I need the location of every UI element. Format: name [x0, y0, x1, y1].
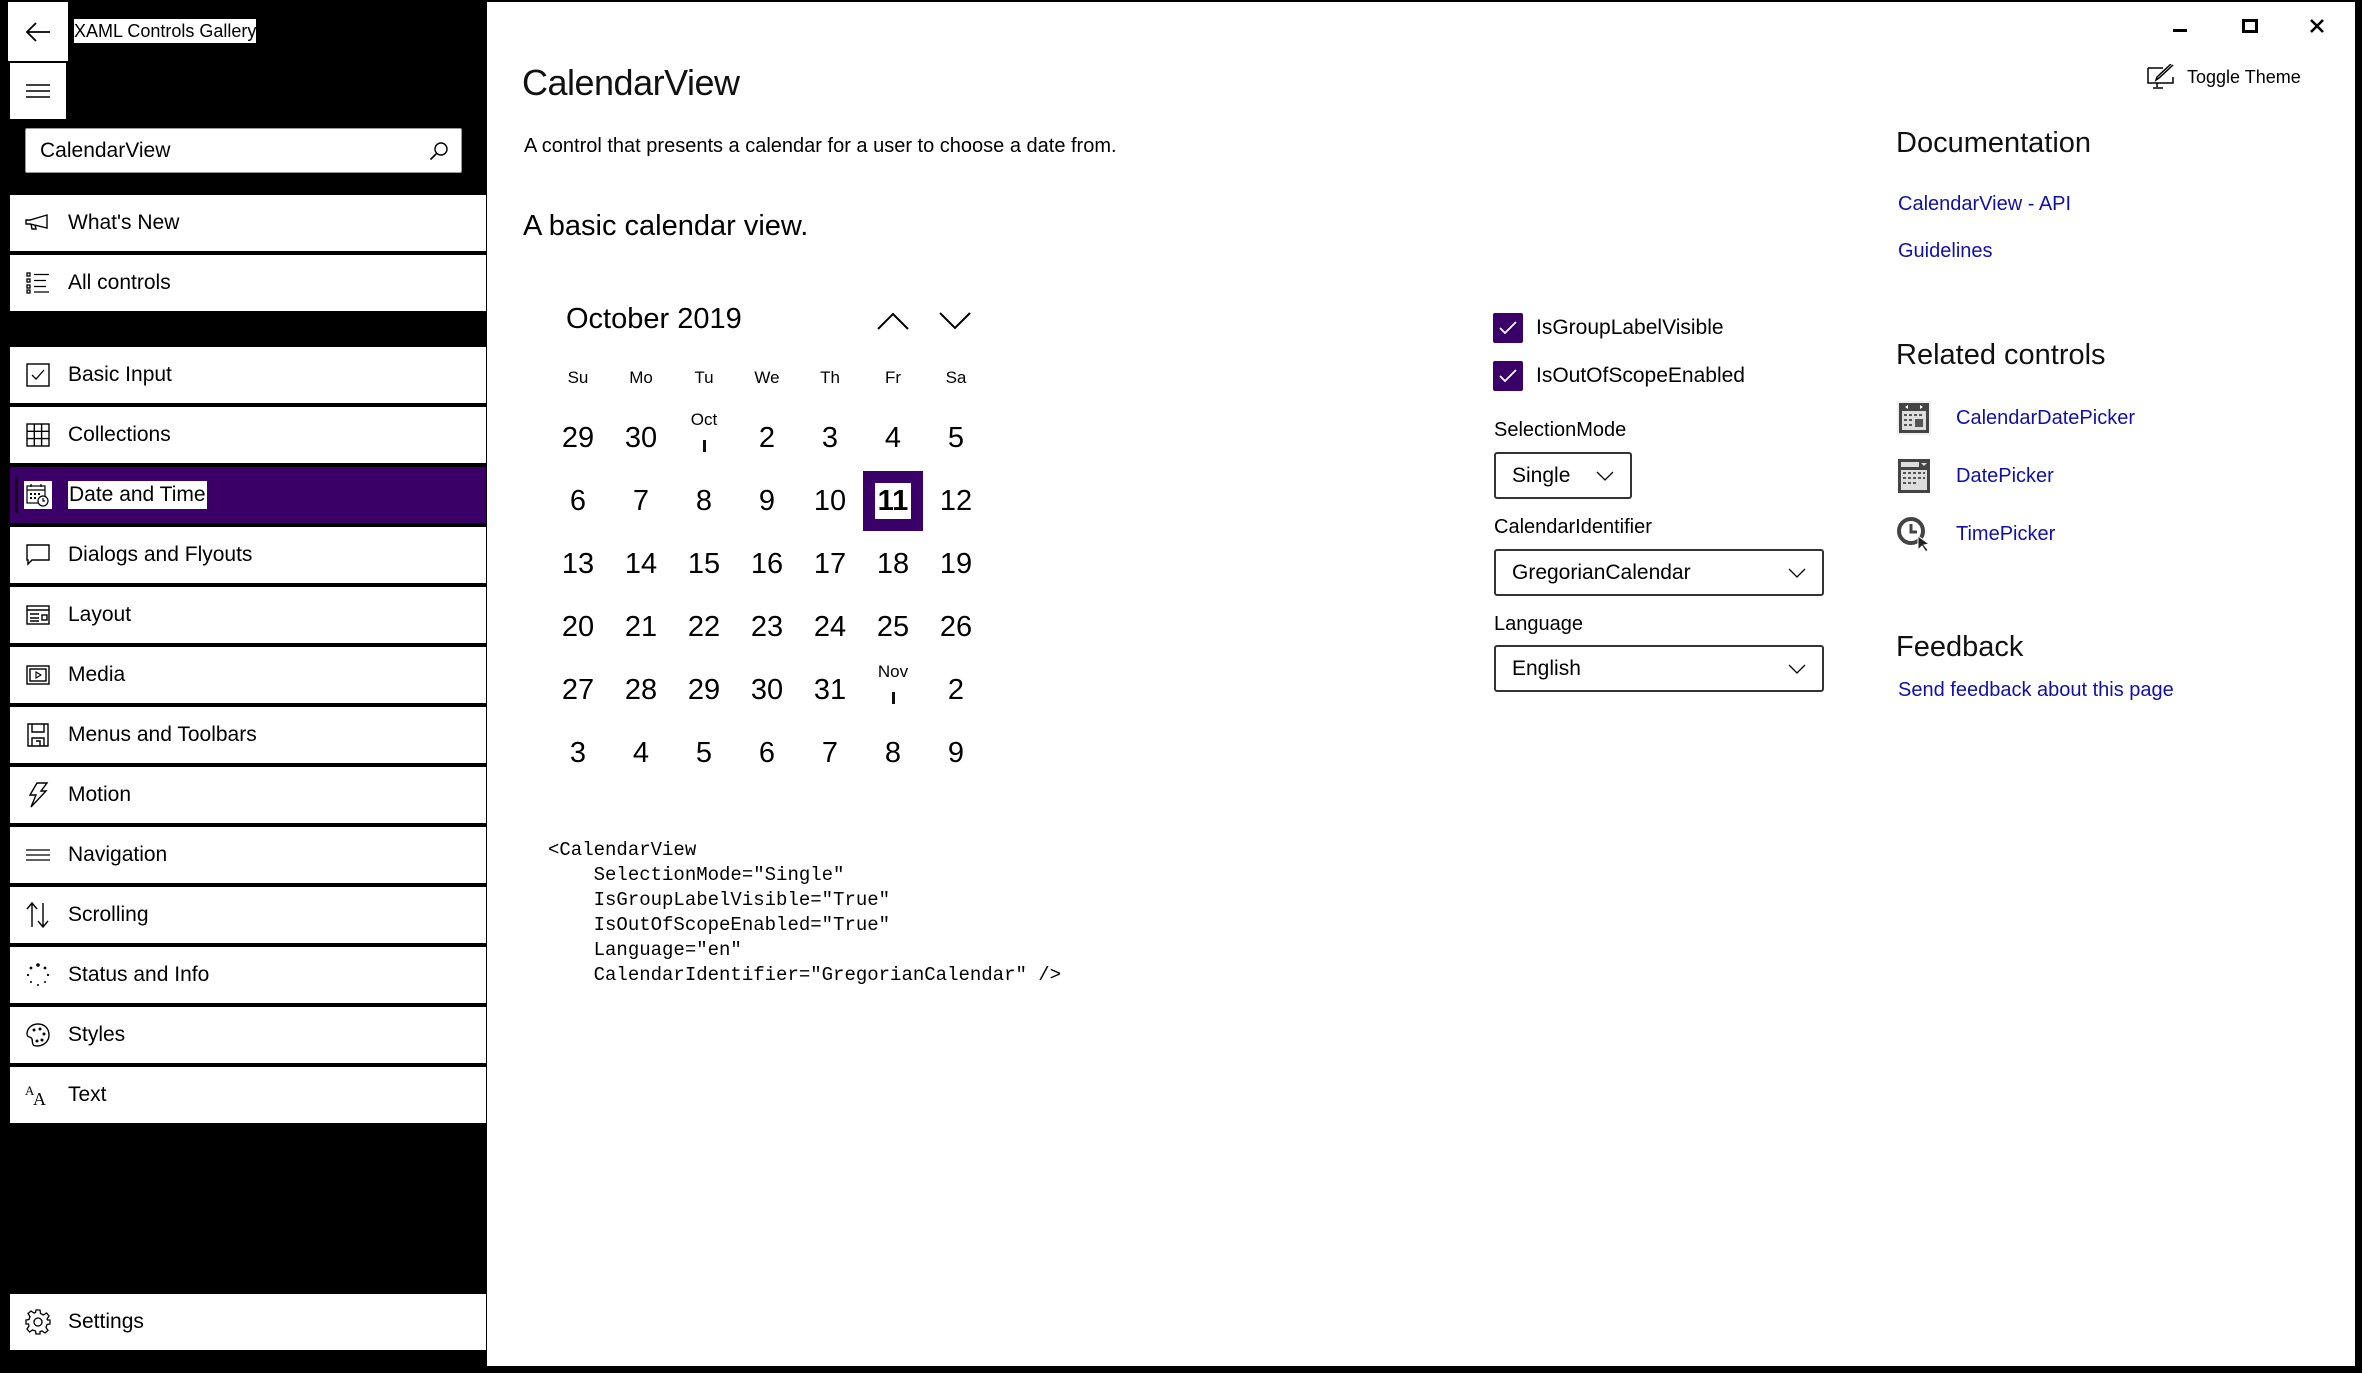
related-calendardatepicker[interactable]	[1896, 400, 2135, 436]
guidelines-link[interactable]: Guidelines	[1898, 240, 1993, 262]
selection-indicator	[15, 477, 18, 513]
day-number: 4	[884, 421, 902, 454]
calendar-day[interactable]	[674, 408, 734, 468]
calendarview-api-link[interactable]: CalendarView - API	[1898, 193, 2072, 215]
calendar-day[interactable]	[863, 534, 923, 594]
day-number: 2	[758, 421, 776, 454]
palette-icon	[24, 1021, 52, 1049]
svg-text:A: A	[25, 1084, 35, 1098]
day-number: 26	[939, 610, 973, 643]
day-number: 8	[884, 736, 902, 769]
calendar-day[interactable]	[611, 660, 671, 720]
calendar-day[interactable]	[926, 597, 986, 657]
calendar-day[interactable]	[800, 723, 860, 783]
nav-item-label: What's New	[68, 211, 180, 234]
nav-item-label: Dialogs and Flyouts	[68, 543, 253, 566]
calendar-day[interactable]	[548, 723, 608, 783]
day-of-week-label: Th	[820, 368, 840, 387]
nav-item-text[interactable]	[10, 1067, 486, 1123]
day-number: 4	[632, 736, 650, 769]
nav-item-settings[interactable]	[10, 1294, 486, 1350]
checkbox-checked	[1493, 361, 1523, 391]
app-title: XAML Controls Gallery	[74, 21, 257, 41]
nav-item-status-and-info[interactable]	[10, 947, 486, 1003]
nav-item-scrolling[interactable]	[10, 887, 486, 943]
media-icon	[24, 661, 52, 689]
day-number: 7	[821, 736, 839, 769]
code-line: Language="en"	[548, 939, 742, 961]
day-number: 18	[876, 547, 910, 580]
nav-item-basic-input[interactable]	[10, 347, 486, 403]
nav-item-label: Navigation	[68, 843, 168, 866]
day-number: 24	[813, 610, 847, 643]
calendar-day[interactable]	[737, 471, 797, 531]
checkmark-icon	[1499, 321, 1517, 335]
day-of-week-label: Fr	[884, 368, 902, 387]
nav-item-date-and-time[interactable]	[10, 467, 486, 523]
back-button[interactable]	[8, 2, 68, 61]
back-arrow-icon	[25, 22, 51, 42]
minimize-icon	[2173, 19, 2187, 33]
maximize-button[interactable]	[2220, 10, 2280, 42]
day-number: 23	[750, 610, 784, 643]
nav-item-label: All controls	[68, 271, 171, 294]
nav-item-label: Basic Input	[68, 363, 172, 386]
calendar-identifier-label: CalendarIdentifier	[1494, 516, 1652, 538]
checkbox-checked	[1493, 313, 1523, 343]
day-number: 3	[821, 421, 839, 454]
calendar-day[interactable]	[611, 597, 671, 657]
day-number: 2	[947, 673, 965, 706]
grid-icon	[24, 421, 52, 449]
page-description: A control that presents a calendar for a user to choose a date from.	[524, 135, 1117, 157]
calendar-identifier-dropdown[interactable]	[1494, 549, 1824, 596]
day-of-week-label: Sa	[945, 368, 967, 387]
calendar-day[interactable]	[800, 471, 860, 531]
toggle-theme-label: Toggle Theme	[2187, 66, 2301, 87]
svg-text:A: A	[33, 1089, 46, 1106]
calendar-date-picker-icon	[1896, 400, 1932, 436]
calendar-day[interactable]	[863, 597, 923, 657]
calendar-day[interactable]	[674, 534, 734, 594]
calendar-day[interactable]	[926, 408, 986, 468]
chevron-down-icon	[1788, 664, 1806, 674]
day-number: 3	[569, 736, 587, 769]
day-number: 11	[875, 483, 912, 519]
time-picker-icon	[1896, 516, 1932, 552]
nav-item-collections[interactable]	[10, 407, 486, 463]
calendar-day[interactable]	[926, 471, 986, 531]
calendar-day[interactable]	[737, 534, 797, 594]
calendar-day[interactable]	[674, 660, 734, 720]
month-group-label: Oct	[690, 410, 718, 429]
is-group-label-visible-checkbox[interactable]	[1493, 313, 1724, 343]
day-number: 27	[561, 673, 595, 706]
day-number: 8	[695, 484, 713, 517]
toggle-theme-button[interactable]	[2147, 64, 2301, 90]
day-number: 28	[624, 673, 658, 706]
calendar-day[interactable]	[674, 597, 734, 657]
close-icon	[2310, 19, 2324, 33]
progress-ring-icon	[24, 961, 52, 989]
megaphone-icon	[24, 209, 52, 237]
feedback-heading: Feedback	[1896, 631, 2024, 663]
day-number: 31	[813, 673, 847, 706]
page-title: CalendarView	[522, 62, 740, 103]
day-of-week-label: Tu	[694, 368, 714, 387]
nav-item-label: Motion	[68, 783, 132, 806]
day-number: 10	[813, 484, 847, 517]
hamburger-button[interactable]	[10, 63, 66, 119]
up-down-arrows-icon	[24, 901, 52, 929]
calendar-day[interactable]	[863, 660, 923, 720]
day-number: 5	[947, 421, 965, 454]
example-title: A basic calendar view.	[523, 210, 809, 242]
day-number: 15	[687, 547, 721, 580]
calendar-day[interactable]	[863, 408, 923, 468]
nav-item-label: Scrolling	[68, 903, 149, 926]
day-of-week-label: Su	[567, 368, 589, 387]
xaml-code-sample	[548, 838, 1061, 988]
calendar-day[interactable]	[863, 723, 923, 783]
chevron-down-icon	[1596, 471, 1614, 481]
nav-item-whats-new[interactable]	[10, 195, 486, 251]
calendar-day[interactable]	[548, 534, 608, 594]
day-number: 29	[561, 421, 595, 454]
nav-item-label: Settings	[68, 1310, 144, 1333]
day-of-week-label: Mo	[629, 368, 653, 387]
calendar-clock-icon	[24, 481, 52, 509]
minimize-button[interactable]	[2150, 10, 2210, 42]
nav-item-styles[interactable]	[10, 1007, 486, 1063]
nav-item-label: Menus and Toolbars	[68, 723, 257, 746]
save-icon	[24, 721, 52, 749]
calendar-day[interactable]	[611, 534, 671, 594]
selection-mode-label: SelectionMode	[1494, 419, 1627, 441]
related-link-label: DatePicker	[1956, 464, 2054, 487]
search-input[interactable]	[26, 139, 417, 163]
maximize-icon	[2242, 19, 2258, 33]
month-group-label: Nov	[877, 662, 909, 681]
day-number: 30	[750, 673, 784, 706]
related-timepicker[interactable]	[1896, 516, 2055, 552]
dropdown-value: Single	[1512, 463, 1571, 487]
day-number: 19	[939, 547, 973, 580]
calendar-day[interactable]	[800, 408, 860, 468]
font-size-icon	[24, 1081, 52, 1109]
calendar-day[interactable]	[611, 471, 671, 531]
day-one-marker	[892, 692, 895, 704]
day-number: 21	[624, 610, 658, 643]
calendar-day[interactable]	[548, 597, 608, 657]
checkbox-label: IsOutOfScopeEnabled	[1536, 364, 1745, 387]
calendar-day[interactable]	[926, 534, 986, 594]
nav-item-all-controls[interactable]	[10, 255, 486, 311]
checkmark-icon	[1499, 369, 1517, 383]
calendar-day[interactable]	[548, 471, 608, 531]
nav-item-navigation[interactable]	[10, 827, 486, 883]
gear-icon	[24, 1308, 52, 1336]
calendar-day[interactable]	[548, 408, 608, 468]
day-number: 7	[632, 484, 650, 517]
calendar-day[interactable]	[926, 723, 986, 783]
date-picker-icon	[1896, 458, 1932, 494]
calendar-day[interactable]	[800, 597, 860, 657]
related-controls-heading: Related controls	[1896, 339, 2106, 371]
chevron-down-icon	[1788, 568, 1806, 578]
nav-item-label: Styles	[68, 1023, 126, 1046]
day-number: 25	[876, 610, 910, 643]
day-number: 16	[750, 547, 784, 580]
day-number: 6	[569, 484, 587, 517]
hamburger-icon	[26, 84, 50, 98]
nav-item-menus-and-toolbars[interactable]	[10, 707, 486, 763]
day-number: 6	[758, 736, 776, 769]
day-number: 20	[561, 610, 595, 643]
day-number: 9	[947, 736, 965, 769]
navigation-pane	[0, 0, 487, 1366]
chevron-down-icon	[939, 312, 971, 330]
code-line: IsOutOfScopeEnabled="True"	[548, 914, 891, 936]
layout-icon	[24, 601, 52, 629]
code-line: <CalendarView	[548, 839, 697, 861]
send-feedback-link[interactable]: Send feedback about this page	[1898, 679, 2174, 701]
calendar-day[interactable]	[737, 408, 797, 468]
day-number: 30	[624, 421, 658, 454]
chevron-up-icon	[877, 312, 909, 330]
nav-item-label: Text	[68, 1083, 107, 1106]
previous-month-button[interactable]	[868, 300, 918, 342]
lightning-icon	[24, 781, 52, 809]
language-label: Language	[1494, 613, 1583, 635]
code-line: SelectionMode="Single"	[548, 864, 845, 886]
list-icon	[24, 269, 52, 297]
close-button[interactable]	[2287, 10, 2347, 42]
documentation-heading: Documentation	[1896, 127, 2092, 159]
related-link-label: CalendarDatePicker	[1956, 406, 2135, 429]
calendar-day-selected[interactable]	[863, 471, 923, 531]
related-datepicker[interactable]	[1896, 458, 2054, 494]
day-number: 22	[687, 610, 721, 643]
calendar-day[interactable]	[548, 660, 608, 720]
calendar-day[interactable]	[800, 660, 860, 720]
next-month-button[interactable]	[930, 300, 980, 342]
calendar-day[interactable]	[737, 597, 797, 657]
nav-item-media[interactable]	[10, 647, 486, 703]
language-dropdown[interactable]	[1494, 645, 1824, 692]
nav-item-label: Date and Time	[68, 481, 207, 509]
calendar-day[interactable]	[737, 660, 797, 720]
checkbox-label: IsGroupLabelVisible	[1536, 316, 1724, 339]
day-of-week-label: We	[754, 368, 780, 387]
calendar-day[interactable]	[674, 723, 734, 783]
day-number: 9	[758, 484, 776, 517]
related-link-label: TimePicker	[1956, 522, 2056, 545]
calendar-day[interactable]	[674, 471, 734, 531]
calendar-day[interactable]	[926, 660, 986, 720]
nav-item-layout[interactable]	[10, 587, 486, 643]
day-number: 14	[624, 547, 658, 580]
speech-bubble-icon	[24, 541, 52, 569]
is-out-of-scope-enabled-checkbox[interactable]	[1493, 361, 1745, 391]
dropdown-value: English	[1512, 656, 1581, 680]
checkbox-icon	[24, 361, 52, 389]
nav-item-label: Status and Info	[68, 963, 210, 986]
day-number: 17	[813, 547, 847, 580]
calendar-day[interactable]	[611, 408, 671, 468]
code-line: CalendarIdentifier="GregorianCalendar" />	[548, 964, 1062, 986]
day-number: 13	[561, 547, 595, 580]
calendar-day[interactable]	[611, 723, 671, 783]
nav-item-label: Collections	[68, 423, 171, 446]
calendar-day[interactable]	[800, 534, 860, 594]
day-number: 12	[939, 484, 973, 517]
nav-item-label: Media	[68, 663, 126, 686]
dropdown-value: GregorianCalendar	[1512, 560, 1691, 584]
nav-item-label: Layout	[68, 603, 132, 626]
day-number: 5	[695, 736, 713, 769]
day-one-marker	[703, 440, 706, 452]
calendar-month-header[interactable]: October 2019	[566, 303, 742, 335]
day-number: 29	[687, 673, 721, 706]
nav-item-motion[interactable]	[10, 767, 486, 823]
code-line: IsGroupLabelVisible="True"	[548, 889, 891, 911]
lines-icon	[24, 841, 52, 869]
search-box[interactable]	[25, 128, 462, 173]
nav-item-dialogs-and-flyouts[interactable]	[10, 527, 486, 583]
calendar-day[interactable]	[737, 723, 797, 783]
selection-mode-dropdown[interactable]	[1494, 452, 1632, 499]
search-icon[interactable]	[417, 141, 461, 161]
paintbrush-monitor-icon	[2147, 64, 2175, 90]
